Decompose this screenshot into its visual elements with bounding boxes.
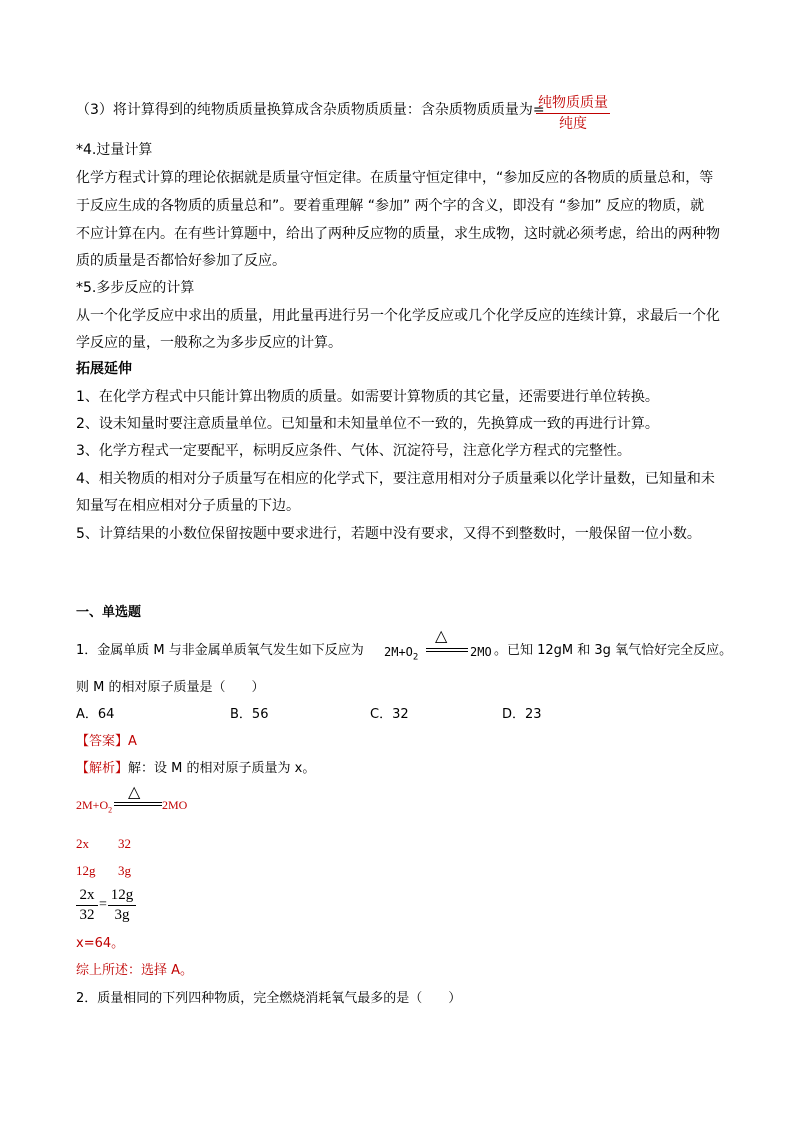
proportion-fraction-right: 12g 3g <box>108 887 136 924</box>
fraction-bar <box>536 113 610 114</box>
section-single-choice: 一、单选题 <box>76 605 142 620</box>
q1-option-c: C．32 <box>370 707 409 722</box>
fraction-numerator: 纯物质质量 <box>538 95 608 111</box>
q1-equation-right: 2MO <box>470 645 492 659</box>
work-row-1-a: 2x <box>76 836 89 851</box>
equals-line-bottom <box>426 651 468 652</box>
q1-option-d: D．23 <box>502 707 542 722</box>
extension-item: 1、在化学方程式中只能计算出物质的质量。如需要计算物质的其它量，还需要进行单位转换。 <box>76 389 659 405</box>
q2-stem: 2．质量相同的下列四种物质，完全燃烧消耗氧气最多的是（ ） <box>76 991 462 1006</box>
equals-line-top <box>114 802 162 803</box>
section4-line: 不应计算在内。在有些计算题中，给出了两种反应物的质量，求生成物，这时就必须考虑，给出的两种物 <box>76 226 720 242</box>
section4-line: 化学方程式计算的理论依据就是质量守恒定律。在质量守恒定律中，“参加反应的各物质的质量总和，等 <box>76 170 714 186</box>
fraction-denominator: 纯度 <box>559 116 587 132</box>
purity-fraction <box>536 94 610 133</box>
extension-title: 拓展延伸 <box>76 361 132 377</box>
q1-stem-b: 。已知 12gM 和 3g 氧气恰好完全反应。 <box>494 643 733 658</box>
q1-option-b: B．56 <box>230 707 269 722</box>
section5-line: 学反应的量，一般称之为多步反应的计算。 <box>76 335 342 351</box>
q1-summary: 综上所述：选择 A。 <box>76 963 194 978</box>
solution-reaction-arrow <box>114 784 162 812</box>
solution-equation-right: 2MO <box>162 798 188 812</box>
answer-label: 【答案】 <box>76 734 129 749</box>
q1-option-a: A．64 <box>76 707 115 722</box>
q1-reaction-arrow <box>426 628 468 658</box>
proportion-equals: = <box>99 897 107 912</box>
extension-item: 5、计算结果的小数位保留按题中要求进行，若题中没有要求，又得不到整数时，一般保留一位小数。 <box>76 526 701 542</box>
section4-line: 质的质量是否都恰好参加了反应。 <box>76 253 286 269</box>
solution-equation-left: $2M+O_2$ <box>76 798 113 815</box>
extension-item: 4、相关物质的相对分子质量写在相应的化学式下，要注意用相对分子质量乘以化学计量数，已知量和未 <box>76 471 715 487</box>
q1-equation-left: $2M+O_2$ <box>384 645 419 663</box>
extension-item: 3、化学方程式一定要配平，标明反应条件、气体、沉淀符号，注意化学方程式的完整性。 <box>76 443 631 459</box>
analysis-label: 【解析】 <box>76 761 129 776</box>
equals-line-bottom <box>114 805 162 806</box>
answer-value: A <box>128 734 137 749</box>
work-row-2-b: 3g <box>118 863 131 878</box>
q1-answer <box>76 733 137 751</box>
proportion-fraction-left: 2x 32 <box>76 887 98 924</box>
section4-title: *4.过量计算 <box>76 142 153 158</box>
section5-title: *5.多步反应的计算 <box>76 280 195 296</box>
work-row-1-b: 32 <box>118 836 131 851</box>
q1-stem-a: 1．金属单质 M 与非金属单质氧气发生如下反应为 <box>76 643 364 658</box>
extension-item: 2、设未知量时要注意质量单位。已知量和未知量单位不一致的，先换算成一致的再进行计算。 <box>76 416 659 432</box>
heat-condition-icon: △ <box>128 782 141 801</box>
analysis-text: 解：设 M 的相对原子质量为 x。 <box>128 761 316 776</box>
heat-condition-icon: △ <box>435 626 448 645</box>
equals-line-top <box>426 648 468 649</box>
q1-result: x=64。 <box>76 936 125 951</box>
work-row-2-a: 12g <box>76 863 96 878</box>
section4-line: 于反应生成的各物质的质量总和”。要着重理解 “参加” 两个字的含义，即没有 “参加” 反应的物质，就 <box>76 198 705 214</box>
section5-line: 从一个化学反应中求出的质量，用此量再进行另一个化学反应或几个化学反应的连续计算，求最后一个化 <box>76 308 720 324</box>
extension-item: 知量写在相应相对分子质量的下边。 <box>76 498 300 514</box>
q1-analysis <box>76 760 315 778</box>
point3-text: （3）将计算得到的纯物质质量换算成含杂质物质质量：含杂质物质质量为= <box>76 102 545 118</box>
q1-stem-c: 则 M 的相对原子质量是（ ） <box>76 680 265 695</box>
